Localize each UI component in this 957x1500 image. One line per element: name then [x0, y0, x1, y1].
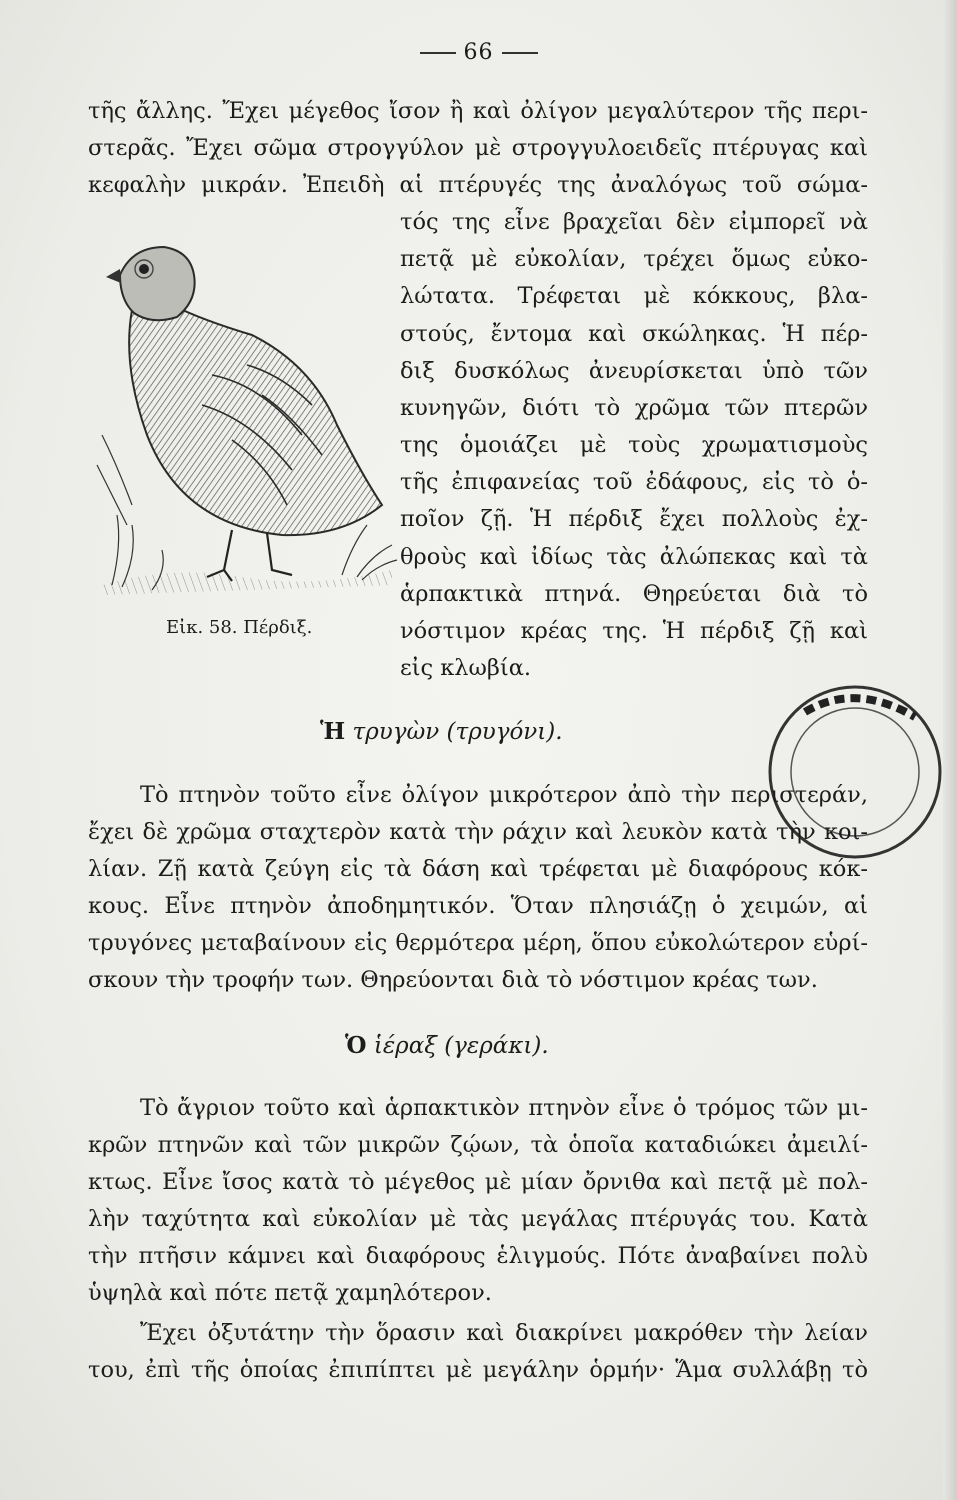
text-line: τῆς ἄλλης. Ἔχει μέγεθος ἴσον ἢ καὶ ὀλίγον μεγαλύτερον τῆς περι- [88, 98, 868, 124]
text-line: κρῶν πτηνῶν καὶ τῶν μικρῶν ζῴων, τὰ ὁποῖα καταδιώκει ἀμειλί- [88, 1132, 868, 1158]
text-line: ὑψηλὰ καὶ πότε πετᾷ χαμηλότερον. [88, 1280, 492, 1306]
text-line: λίαν. Ζῇ κατὰ ζεύγη εἰς τὰ δάση καὶ τρέφεται μὲ διαφόρους κόκ- [88, 856, 868, 882]
text-line: σκουν τὴν τροφήν των. Θηρεύονται διὰ τὸ νόστιμον κρέας των. [88, 967, 818, 993]
partridge-illustration [92, 225, 402, 615]
text-line: τρυγόνες μεταβαίνουν εἰς θερμότερα μέρη, ὅπου εὐκολώτερον εὑρί- [88, 930, 868, 956]
text-line: Τὸ πτηνὸν τοῦτο εἶνε ὀλίγον μικρότερον ἀπὸ τὴν περιστεράν, [140, 782, 868, 808]
text-line: λὴν ταχύτητα καὶ εὐκολίαν μὲ τὰς μεγάλας πτέρυγάς του. Κατὰ [88, 1206, 868, 1232]
wrap-line: ποῖον ζῇ. Ἡ πέρδιξ ἔχει πολλοὺς ἐχ- [400, 506, 868, 532]
wrap-line: κυνηγῶν, διότι τὸ χρῶμα τῶν πτερῶν [400, 395, 868, 421]
wrap-line: της ὁμοιάζει μὲ τοὺς χρωματισμοὺς [400, 432, 868, 458]
section-heading-trygon: Ἡ τρυγὼν (τρυγόνι). [320, 718, 563, 745]
text-line: Ἔχει ὀξυτάτην τὴν ὅρασιν καὶ διακρίνει μακρόθεν τὴν λείαν [140, 1320, 868, 1346]
dash-left [420, 52, 456, 54]
wrap-line: διξ δυσκόλως ἀνευρίσκεται ὑπὸ τῶν [400, 358, 868, 384]
wrap-line: λώτατα. Τρέφεται μὲ κόκκους, βλα- [400, 283, 868, 309]
wrap-line: θροὺς καὶ ἰδίως τὰς ἀλώπεκας καὶ τὰ [400, 544, 868, 570]
text-line: στερᾶς. Ἔχει σῶμα στρογγύλον μὲ στρογγυλοειδεῖς πτέρυγας καὶ [88, 135, 868, 161]
wrap-line: στούς, ἔντομα καὶ σκώληκας. Ἡ πέρ- [400, 321, 868, 347]
text-line: κους. Εἶνε πτηνὸν ἀποδημητικόν. Ὅταν πλησιάζῃ ὁ χειμών, αἱ [88, 893, 868, 919]
wrap-line: τῆς ἐπιφανείας τοῦ ἐδάφους, εἰς τὸ ὁ- [400, 469, 868, 495]
page-edge [943, 0, 957, 1500]
wrap-line: ἁρπακτικὰ πτηνά. Θηρεύεται διὰ τὸ [400, 581, 868, 607]
wrap-line: τός της εἶνε βραχεῖαι δὲν εἰμπορεῖ νὰ [400, 209, 868, 235]
text-line: τὴν πτῆσιν κάμνει καὶ διαφόρους ἑλιγμούς. Πότε ἀναβαίνει πολὺ [88, 1243, 868, 1269]
text-line: κτως. Εἶνε ἴσος κατὰ τὸ μέγεθος μὲ μίαν ὄρνιθα καὶ πετᾷ μὲ πολ- [88, 1169, 868, 1195]
wrap-line: εἰς κλωβία. [400, 655, 532, 681]
section-heading-hierax: Ὁ ἱέραξ (γεράκι). [345, 1032, 549, 1059]
text-line: ἔχει δὲ χρῶμα σταχτερὸν κατὰ τὴν ράχιν καὶ λευκὸν κατὰ τὴν κοι- [88, 819, 868, 845]
text-line: κεφαλὴν μικράν. Ἐπειδὴ αἱ πτέρυγές της ἀναλόγως τοῦ σώμα- [88, 172, 868, 198]
text-line: Τὸ ἄγριον τοῦτο καὶ ἁρπακτικὸν πτηνὸν εἶνε ὁ τρόμος τῶν μι- [140, 1095, 868, 1121]
wrap-line: νόστιμον κρέας της. Ἡ πέρδιξ ζῇ καὶ [400, 618, 868, 644]
page-number: 66 [0, 40, 957, 65]
dash-right [502, 52, 538, 54]
text-line: του, ἐπὶ τῆς ὁποίας ἐπιπίπτει μὲ μεγάλην ὁρμήν· Ἅμα συλλάβῃ τὸ [88, 1357, 868, 1383]
wrap-line: πετᾷ μὲ εὐκολίαν, τρέχει ὅμως εὐκο- [400, 246, 868, 272]
figure-caption: Εἰκ. 58. Πέρδιξ. [166, 617, 313, 638]
